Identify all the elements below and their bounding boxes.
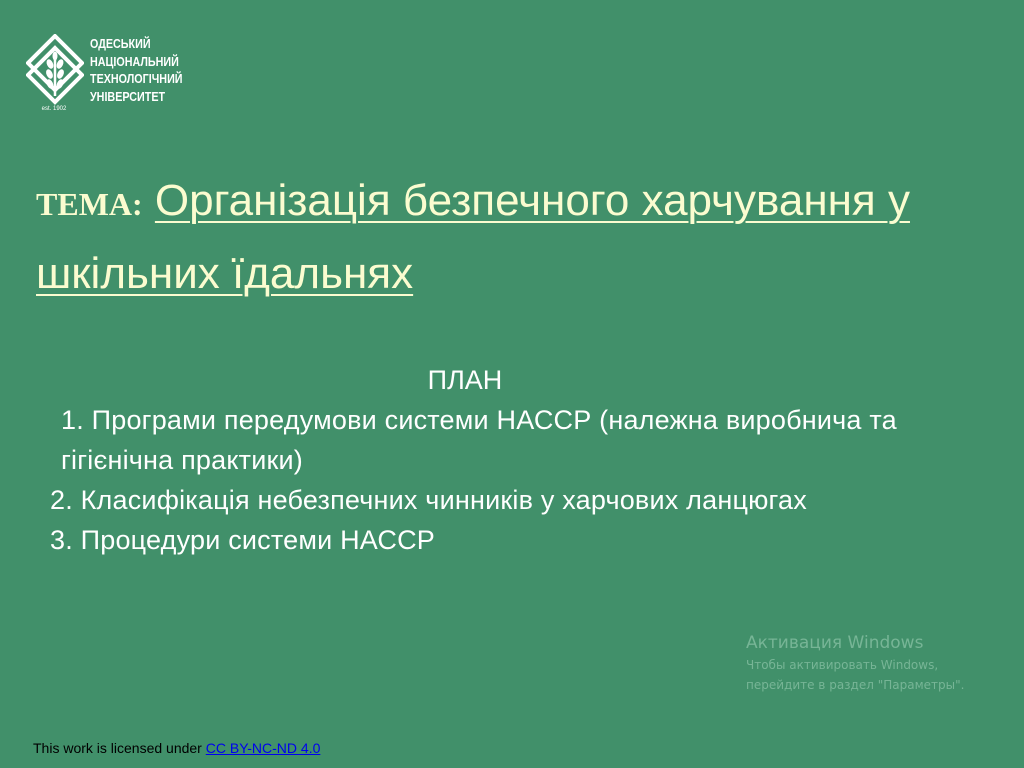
plan-item: 1. Програми передумови системи НАССР (належна виробнича та гігієнічна практики) bbox=[61, 405, 897, 475]
title-label: ТЕМА: bbox=[36, 186, 143, 222]
university-name bbox=[90, 36, 183, 106]
plan-item: 2. Класифікація небезпечних чинників у харчових ланцюгах bbox=[50, 485, 807, 515]
watermark-line: перейдите в раздел "Параметры". bbox=[746, 678, 965, 692]
windows-activation-watermark bbox=[746, 631, 964, 695]
watermark-line: Чтобы активировать Windows, bbox=[746, 658, 939, 672]
university-name-line: ТЕХНОЛОГІЧНИЙ bbox=[90, 72, 183, 86]
university-logo-icon bbox=[26, 34, 84, 116]
university-name-line: НАЦІОНАЛЬНИЙ bbox=[90, 54, 179, 69]
license-notice bbox=[33, 738, 320, 758]
logo-est-text: est. 1902 bbox=[41, 106, 67, 112]
watermark-title: Активация Windows bbox=[746, 633, 924, 653]
license-text: This work is licensed under bbox=[33, 740, 206, 756]
plan-section bbox=[50, 360, 900, 560]
university-name-line: УНІВЕРСИТЕТ bbox=[90, 89, 166, 104]
title-text: Організація безпечного харчування у шкільних їдальнях bbox=[36, 176, 910, 298]
university-logo bbox=[26, 34, 198, 116]
university-name-line: ОДЕСЬКИЙ bbox=[90, 37, 151, 51]
slide-title bbox=[36, 166, 936, 309]
license-link[interactable]: CC BY-NC-ND 4.0 bbox=[205, 740, 321, 756]
plan-item: 3. Процедури системи НАССР bbox=[50, 525, 436, 555]
plan-heading: ПЛАН bbox=[427, 365, 503, 395]
